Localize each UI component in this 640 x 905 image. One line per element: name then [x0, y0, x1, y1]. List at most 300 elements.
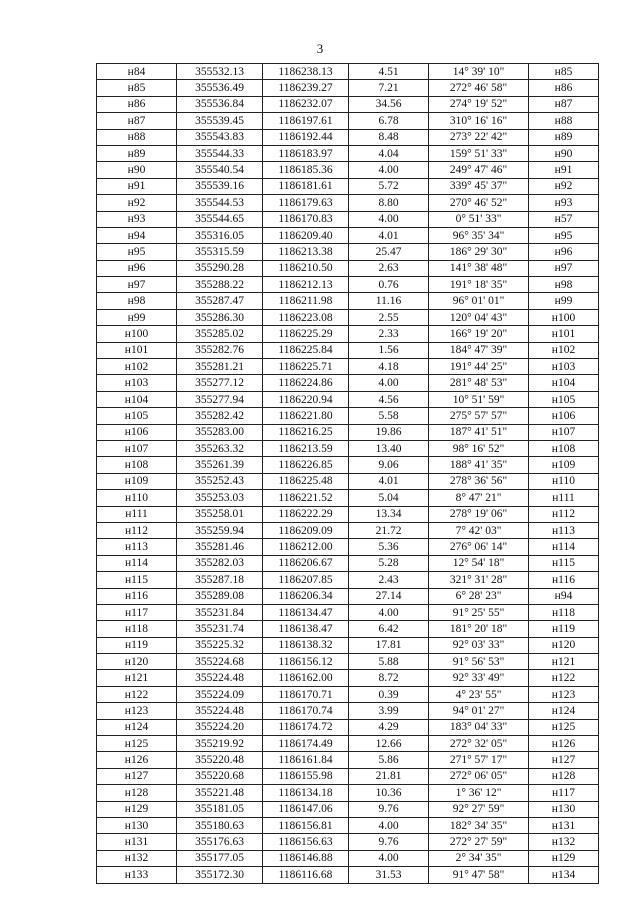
point-from-cell: н114 — [97, 555, 177, 571]
table-row — [97, 260, 599, 276]
point-from-cell: н92 — [97, 195, 177, 211]
x-coordinate-cell: 355286.30 — [177, 309, 263, 325]
direction-angle-cell: 274° 19' 52" — [429, 96, 529, 112]
point-from-cell: н85 — [97, 80, 177, 96]
x-coordinate-cell: 355316.05 — [177, 227, 263, 243]
y-coordinate-cell: 1186206.34 — [263, 588, 349, 604]
y-coordinate-cell: 1186192.44 — [263, 129, 349, 145]
table-row — [97, 342, 599, 358]
table-row — [97, 686, 599, 702]
x-coordinate-cell: 355532.13 — [177, 64, 263, 80]
distance-cell: 13.40 — [349, 440, 429, 456]
y-coordinate-cell: 1186207.85 — [263, 572, 349, 588]
table-row — [97, 293, 599, 309]
distance-cell: 2.55 — [349, 309, 429, 325]
distance-cell: 5.04 — [349, 490, 429, 506]
distance-cell: 7.21 — [349, 80, 429, 96]
table-row — [97, 867, 599, 883]
y-coordinate-cell: 1186174.72 — [263, 719, 349, 735]
y-coordinate-cell: 1186224.86 — [263, 375, 349, 391]
distance-cell: 4.18 — [349, 359, 429, 375]
table-row — [97, 768, 599, 784]
point-from-cell: н99 — [97, 309, 177, 325]
point-to-cell: н134 — [529, 867, 599, 883]
point-to-cell: н95 — [529, 227, 599, 243]
point-from-cell: н89 — [97, 145, 177, 161]
distance-cell: 5.28 — [349, 555, 429, 571]
point-from-cell: н126 — [97, 752, 177, 768]
x-coordinate-cell: 355289.08 — [177, 588, 263, 604]
point-from-cell: н123 — [97, 703, 177, 719]
point-from-cell: н100 — [97, 326, 177, 342]
distance-cell: 4.00 — [349, 162, 429, 178]
point-from-cell: н103 — [97, 375, 177, 391]
y-coordinate-cell: 1186156.81 — [263, 817, 349, 833]
direction-angle-cell: 1° 36' 12" — [429, 785, 529, 801]
point-to-cell: н131 — [529, 817, 599, 833]
point-from-cell: н91 — [97, 178, 177, 194]
point-from-cell: н97 — [97, 277, 177, 293]
table-row — [97, 227, 599, 243]
x-coordinate-cell: 355220.48 — [177, 752, 263, 768]
direction-angle-cell: 8° 47' 21" — [429, 490, 529, 506]
table-row — [97, 113, 599, 129]
distance-cell: 27.14 — [349, 588, 429, 604]
point-to-cell: н87 — [529, 96, 599, 112]
distance-cell: 31.53 — [349, 867, 429, 883]
x-coordinate-cell: 355536.84 — [177, 96, 263, 112]
point-from-cell: н84 — [97, 64, 177, 80]
x-coordinate-cell: 355536.49 — [177, 80, 263, 96]
y-coordinate-cell: 1186225.48 — [263, 473, 349, 489]
y-coordinate-cell: 1186197.61 — [263, 113, 349, 129]
x-coordinate-cell: 355231.84 — [177, 604, 263, 620]
direction-angle-cell: 10° 51' 59" — [429, 391, 529, 407]
point-from-cell: н115 — [97, 572, 177, 588]
direction-angle-cell: 339° 45' 37" — [429, 178, 529, 194]
point-from-cell: н112 — [97, 522, 177, 538]
point-to-cell: н88 — [529, 113, 599, 129]
table-row — [97, 604, 599, 620]
coordinates-table — [96, 63, 599, 884]
direction-angle-cell: 184° 47' 39" — [429, 342, 529, 358]
point-to-cell: н132 — [529, 834, 599, 850]
distance-cell: 8.80 — [349, 195, 429, 211]
point-to-cell: н89 — [529, 129, 599, 145]
y-coordinate-cell: 1186239.27 — [263, 80, 349, 96]
distance-cell: 8.72 — [349, 670, 429, 686]
direction-angle-cell: 272° 27' 59" — [429, 834, 529, 850]
distance-cell: 5.86 — [349, 752, 429, 768]
direction-angle-cell: 14° 39' 10" — [429, 64, 529, 80]
y-coordinate-cell: 1186206.67 — [263, 555, 349, 571]
table-row — [97, 359, 599, 375]
x-coordinate-cell: 355252.43 — [177, 473, 263, 489]
point-to-cell: н100 — [529, 309, 599, 325]
point-from-cell: н102 — [97, 359, 177, 375]
point-to-cell: н129 — [529, 850, 599, 866]
table-row — [97, 670, 599, 686]
y-coordinate-cell: 1186174.49 — [263, 736, 349, 752]
direction-angle-cell: 182° 34' 35" — [429, 817, 529, 833]
coordinates-table-body — [97, 64, 599, 884]
y-coordinate-cell: 1186225.71 — [263, 359, 349, 375]
x-coordinate-cell: 355258.01 — [177, 506, 263, 522]
y-coordinate-cell: 1186170.71 — [263, 686, 349, 702]
y-coordinate-cell: 1186221.52 — [263, 490, 349, 506]
point-to-cell: н121 — [529, 654, 599, 670]
y-coordinate-cell: 1186211.98 — [263, 293, 349, 309]
y-coordinate-cell: 1186221.80 — [263, 408, 349, 424]
direction-angle-cell: 166° 19' 20" — [429, 326, 529, 342]
point-from-cell: н128 — [97, 785, 177, 801]
distance-cell: 9.76 — [349, 834, 429, 850]
point-from-cell: н95 — [97, 244, 177, 260]
direction-angle-cell: 187° 41' 51" — [429, 424, 529, 440]
y-coordinate-cell: 1186225.84 — [263, 342, 349, 358]
point-from-cell: н121 — [97, 670, 177, 686]
table-row — [97, 211, 599, 227]
direction-angle-cell: 141° 38' 48" — [429, 260, 529, 276]
x-coordinate-cell: 355544.33 — [177, 145, 263, 161]
direction-angle-cell: 91° 56' 53" — [429, 654, 529, 670]
y-coordinate-cell: 1186222.29 — [263, 506, 349, 522]
x-coordinate-cell: 355177.05 — [177, 850, 263, 866]
x-coordinate-cell: 355544.53 — [177, 195, 263, 211]
table-row — [97, 539, 599, 555]
point-from-cell: н111 — [97, 506, 177, 522]
table-row — [97, 80, 599, 96]
point-from-cell: н109 — [97, 473, 177, 489]
point-from-cell: н110 — [97, 490, 177, 506]
point-to-cell: н123 — [529, 686, 599, 702]
y-coordinate-cell: 1186213.59 — [263, 440, 349, 456]
point-from-cell: н130 — [97, 817, 177, 833]
x-coordinate-cell: 355539.45 — [177, 113, 263, 129]
x-coordinate-cell: 355220.68 — [177, 768, 263, 784]
table-row — [97, 801, 599, 817]
y-coordinate-cell: 1186183.97 — [263, 145, 349, 161]
distance-cell: 9.76 — [349, 801, 429, 817]
distance-cell: 19.86 — [349, 424, 429, 440]
point-from-cell: н131 — [97, 834, 177, 850]
distance-cell: 21.72 — [349, 522, 429, 538]
distance-cell: 4.00 — [349, 211, 429, 227]
point-from-cell: н127 — [97, 768, 177, 784]
direction-angle-cell: 7° 42' 03" — [429, 522, 529, 538]
table-row — [97, 522, 599, 538]
point-to-cell: н96 — [529, 244, 599, 260]
point-to-cell: н110 — [529, 473, 599, 489]
point-to-cell: н116 — [529, 572, 599, 588]
x-coordinate-cell: 355224.48 — [177, 703, 263, 719]
point-from-cell: н88 — [97, 129, 177, 145]
point-from-cell: н87 — [97, 113, 177, 129]
distance-cell: 2.33 — [349, 326, 429, 342]
table-row — [97, 572, 599, 588]
direction-angle-cell: 92° 33' 49" — [429, 670, 529, 686]
x-coordinate-cell: 355277.94 — [177, 391, 263, 407]
point-from-cell: н105 — [97, 408, 177, 424]
direction-angle-cell: 91° 47' 58" — [429, 867, 529, 883]
distance-cell: 3.99 — [349, 703, 429, 719]
y-coordinate-cell: 1186212.00 — [263, 539, 349, 555]
y-coordinate-cell: 1186232.07 — [263, 96, 349, 112]
point-to-cell: н120 — [529, 637, 599, 653]
direction-angle-cell: 96° 01' 01" — [429, 293, 529, 309]
point-from-cell: н106 — [97, 424, 177, 440]
table-row — [97, 129, 599, 145]
point-to-cell: н119 — [529, 621, 599, 637]
table-row — [97, 162, 599, 178]
y-coordinate-cell: 1186170.83 — [263, 211, 349, 227]
table-row — [97, 719, 599, 735]
point-from-cell: н118 — [97, 621, 177, 637]
x-coordinate-cell: 355539.16 — [177, 178, 263, 194]
point-from-cell: н117 — [97, 604, 177, 620]
x-coordinate-cell: 355263.32 — [177, 440, 263, 456]
x-coordinate-cell: 355282.03 — [177, 555, 263, 571]
y-coordinate-cell: 1186138.47 — [263, 621, 349, 637]
table-row — [97, 424, 599, 440]
x-coordinate-cell: 355259.94 — [177, 522, 263, 538]
point-to-cell: н113 — [529, 522, 599, 538]
point-from-cell: н116 — [97, 588, 177, 604]
point-to-cell: н109 — [529, 457, 599, 473]
direction-angle-cell: 249° 47' 46" — [429, 162, 529, 178]
x-coordinate-cell: 355282.42 — [177, 408, 263, 424]
point-to-cell: н106 — [529, 408, 599, 424]
point-to-cell: н111 — [529, 490, 599, 506]
distance-cell: 8.48 — [349, 129, 429, 145]
direction-angle-cell: 273° 22' 42" — [429, 129, 529, 145]
point-to-cell: н85 — [529, 64, 599, 80]
x-coordinate-cell: 355181.05 — [177, 801, 263, 817]
point-to-cell: н125 — [529, 719, 599, 735]
distance-cell: 2.63 — [349, 260, 429, 276]
point-from-cell: н93 — [97, 211, 177, 227]
x-coordinate-cell: 355287.47 — [177, 293, 263, 309]
point-from-cell: н124 — [97, 719, 177, 735]
point-to-cell: н92 — [529, 178, 599, 194]
y-coordinate-cell: 1186209.40 — [263, 227, 349, 243]
y-coordinate-cell: 1186138.32 — [263, 637, 349, 653]
point-to-cell: н105 — [529, 391, 599, 407]
point-to-cell: н127 — [529, 752, 599, 768]
point-from-cell: н101 — [97, 342, 177, 358]
y-coordinate-cell: 1186170.74 — [263, 703, 349, 719]
table-row — [97, 326, 599, 342]
distance-cell: 17.81 — [349, 637, 429, 653]
y-coordinate-cell: 1186116.68 — [263, 867, 349, 883]
y-coordinate-cell: 1186225.29 — [263, 326, 349, 342]
y-coordinate-cell: 1186223.08 — [263, 309, 349, 325]
point-to-cell: н98 — [529, 277, 599, 293]
point-from-cell: н104 — [97, 391, 177, 407]
x-coordinate-cell: 355180.63 — [177, 817, 263, 833]
point-to-cell: н130 — [529, 801, 599, 817]
distance-cell: 21.81 — [349, 768, 429, 784]
table-row — [97, 391, 599, 407]
point-to-cell: н114 — [529, 539, 599, 555]
table-row — [97, 736, 599, 752]
x-coordinate-cell: 355543.83 — [177, 129, 263, 145]
distance-cell: 13.34 — [349, 506, 429, 522]
x-coordinate-cell: 355231.74 — [177, 621, 263, 637]
point-from-cell: н107 — [97, 440, 177, 456]
point-from-cell: н94 — [97, 227, 177, 243]
x-coordinate-cell: 355261.39 — [177, 457, 263, 473]
table-row — [97, 473, 599, 489]
x-coordinate-cell: 355176.63 — [177, 834, 263, 850]
y-coordinate-cell: 1186226.85 — [263, 457, 349, 473]
distance-cell: 12.66 — [349, 736, 429, 752]
x-coordinate-cell: 355221.48 — [177, 785, 263, 801]
y-coordinate-cell: 1186134.47 — [263, 604, 349, 620]
table-row — [97, 457, 599, 473]
x-coordinate-cell: 355172.30 — [177, 867, 263, 883]
distance-cell: 2.43 — [349, 572, 429, 588]
table-row — [97, 654, 599, 670]
table-row — [97, 145, 599, 161]
point-from-cell: н120 — [97, 654, 177, 670]
table-row — [97, 555, 599, 571]
table-row — [97, 440, 599, 456]
point-to-cell: н93 — [529, 195, 599, 211]
point-from-cell: н86 — [97, 96, 177, 112]
point-to-cell: н94 — [529, 588, 599, 604]
direction-angle-cell: 0° 51' 33" — [429, 211, 529, 227]
table-row — [97, 637, 599, 653]
y-coordinate-cell: 1186238.13 — [263, 64, 349, 80]
direction-angle-cell: 188° 41' 35" — [429, 457, 529, 473]
point-to-cell: н115 — [529, 555, 599, 571]
x-coordinate-cell: 355281.46 — [177, 539, 263, 555]
point-from-cell: н122 — [97, 686, 177, 702]
point-to-cell: н124 — [529, 703, 599, 719]
y-coordinate-cell: 1186147.06 — [263, 801, 349, 817]
point-from-cell: н96 — [97, 260, 177, 276]
point-to-cell: н107 — [529, 424, 599, 440]
point-from-cell: н119 — [97, 637, 177, 653]
direction-angle-cell: 270° 46' 52" — [429, 195, 529, 211]
y-coordinate-cell: 1186156.12 — [263, 654, 349, 670]
point-to-cell: н112 — [529, 506, 599, 522]
direction-angle-cell: 272° 46' 58" — [429, 80, 529, 96]
x-coordinate-cell: 355277.12 — [177, 375, 263, 391]
distance-cell: 1.56 — [349, 342, 429, 358]
table-row — [97, 785, 599, 801]
point-to-cell: н86 — [529, 80, 599, 96]
distance-cell: 34.56 — [349, 96, 429, 112]
point-to-cell: н97 — [529, 260, 599, 276]
x-coordinate-cell: 355225.32 — [177, 637, 263, 653]
x-coordinate-cell: 355224.68 — [177, 654, 263, 670]
distance-cell: 4.00 — [349, 604, 429, 620]
direction-angle-cell: 4° 23' 55" — [429, 686, 529, 702]
direction-angle-cell: 183° 04' 33" — [429, 719, 529, 735]
direction-angle-cell: 310° 16' 16" — [429, 113, 529, 129]
distance-cell: 4.01 — [349, 227, 429, 243]
direction-angle-cell: 120° 04' 43" — [429, 309, 529, 325]
distance-cell: 5.58 — [349, 408, 429, 424]
point-to-cell: н122 — [529, 670, 599, 686]
x-coordinate-cell: 355290.28 — [177, 260, 263, 276]
direction-angle-cell: 6° 28' 23" — [429, 588, 529, 604]
direction-angle-cell: 181° 20' 18" — [429, 621, 529, 637]
table-row — [97, 621, 599, 637]
point-to-cell: н104 — [529, 375, 599, 391]
table-row — [97, 178, 599, 194]
point-to-cell: н118 — [529, 604, 599, 620]
y-coordinate-cell: 1186209.09 — [263, 522, 349, 538]
distance-cell: 10.36 — [349, 785, 429, 801]
direction-angle-cell: 321° 31' 28" — [429, 572, 529, 588]
x-coordinate-cell: 355253.03 — [177, 490, 263, 506]
y-coordinate-cell: 1186181.61 — [263, 178, 349, 194]
y-coordinate-cell: 1186213.38 — [263, 244, 349, 260]
direction-angle-cell: 91° 25' 55" — [429, 604, 529, 620]
point-to-cell: н128 — [529, 768, 599, 784]
point-to-cell: н108 — [529, 440, 599, 456]
table-row — [97, 244, 599, 260]
page-number: 3 — [316, 41, 324, 56]
direction-angle-cell: 276° 06' 14" — [429, 539, 529, 555]
direction-angle-cell: 278° 36' 56" — [429, 473, 529, 489]
y-coordinate-cell: 1186220.94 — [263, 391, 349, 407]
distance-cell: 4.04 — [349, 145, 429, 161]
direction-angle-cell: 98° 16' 52" — [429, 440, 529, 456]
y-coordinate-cell: 1186162.00 — [263, 670, 349, 686]
direction-angle-cell: 96° 35' 34" — [429, 227, 529, 243]
y-coordinate-cell: 1186179.63 — [263, 195, 349, 211]
distance-cell: 0.39 — [349, 686, 429, 702]
direction-angle-cell: 159° 51' 33" — [429, 145, 529, 161]
x-coordinate-cell: 355224.48 — [177, 670, 263, 686]
table-row — [97, 850, 599, 866]
x-coordinate-cell: 355219.92 — [177, 736, 263, 752]
y-coordinate-cell: 1186146.88 — [263, 850, 349, 866]
table-row — [97, 96, 599, 112]
direction-angle-cell: 12° 54' 18" — [429, 555, 529, 571]
distance-cell: 6.42 — [349, 621, 429, 637]
x-coordinate-cell: 355285.02 — [177, 326, 263, 342]
point-from-cell: н108 — [97, 457, 177, 473]
distance-cell: 4.00 — [349, 850, 429, 866]
point-to-cell: н103 — [529, 359, 599, 375]
distance-cell: 25.47 — [349, 244, 429, 260]
y-coordinate-cell: 1186210.50 — [263, 260, 349, 276]
x-coordinate-cell: 355287.18 — [177, 572, 263, 588]
distance-cell: 11.16 — [349, 293, 429, 309]
table-row — [97, 277, 599, 293]
point-from-cell: н98 — [97, 293, 177, 309]
y-coordinate-cell: 1186216.25 — [263, 424, 349, 440]
point-from-cell: н125 — [97, 736, 177, 752]
x-coordinate-cell: 355288.22 — [177, 277, 263, 293]
x-coordinate-cell: 355224.20 — [177, 719, 263, 735]
x-coordinate-cell: 355283.00 — [177, 424, 263, 440]
x-coordinate-cell: 355281.21 — [177, 359, 263, 375]
distance-cell: 9.06 — [349, 457, 429, 473]
y-coordinate-cell: 1186212.13 — [263, 277, 349, 293]
x-coordinate-cell: 355282.76 — [177, 342, 263, 358]
direction-angle-cell: 272° 32' 05" — [429, 736, 529, 752]
distance-cell: 0.76 — [349, 277, 429, 293]
point-to-cell: н90 — [529, 145, 599, 161]
point-to-cell: н126 — [529, 736, 599, 752]
distance-cell: 5.72 — [349, 178, 429, 194]
